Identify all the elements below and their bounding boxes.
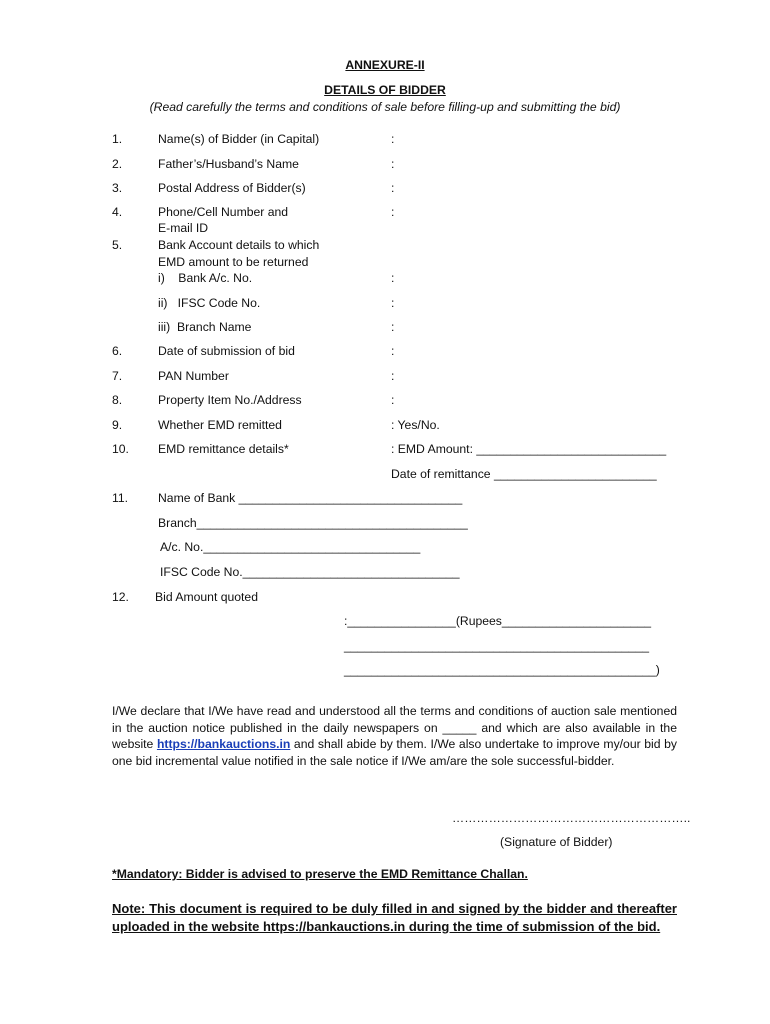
declaration-paragraph [112, 703, 677, 769]
father-husband-name-label: Father’s/Husband’s Name [158, 157, 299, 171]
bidder-name-field: : [391, 132, 395, 146]
bank-ac-no-field: : [391, 271, 395, 285]
bank-name-field: Name of Bank _________________________________ [158, 491, 463, 505]
submission-date-label: Date of submission of bid [158, 344, 295, 358]
item-number: 8. [112, 393, 123, 407]
website-link[interactable]: https://bankauctions.in [156, 737, 291, 752]
branch-field: Branch________________________________________ [158, 516, 468, 530]
bank-ac-no-label: i) Bank A/c. No. [158, 271, 253, 285]
item-number: 12. [112, 590, 129, 604]
postal-address-field: : [391, 181, 395, 195]
phone-email-field: : [391, 205, 395, 219]
property-item-label: Property Item No./Address [158, 393, 302, 407]
emd-remittance-label: EMD remittance details* [158, 442, 289, 456]
item-number: 4. [112, 205, 123, 219]
item-number: 11. [112, 491, 129, 505]
document-subtitle: (Read carefully the terms and conditions of sale before filling-up and submitting the bid) [149, 100, 621, 114]
bid-amount-words-line: ______________________________________________) [344, 663, 660, 677]
emd-remitted-label: Whether EMD remitted [158, 418, 282, 432]
bidder-name-label: Name(s) of Bidder (in Capital) [158, 132, 320, 146]
item-number: 10. [112, 442, 129, 456]
branch-name-field: : [391, 320, 395, 334]
emd-return-label: EMD amount to be returned [158, 255, 309, 269]
pan-number-field: : [391, 369, 395, 383]
declaration-text: and shall abide by them. I/We also undertake to improve my/our bid by one bid incremental value notified in the sale notice if I/We am/are the sole successful-bidder. [112, 737, 677, 768]
item-number: 6. [112, 344, 123, 358]
account-number-field: A/c. No.________________________________ [160, 540, 421, 554]
item-number: 9. [112, 418, 123, 432]
emd-remitted-value: : Yes/No. [391, 418, 440, 432]
father-husband-name-field: : [391, 157, 395, 171]
document-title: DETAILS OF BIDDER [324, 83, 446, 97]
remittance-date-field: Date of remittance ________________________ [391, 467, 657, 481]
bid-amount-label: Bid Amount quoted [155, 590, 258, 604]
annexure-heading: ANNEXURE-II [345, 58, 425, 72]
emd-amount-field: : EMD Amount: ____________________________ [391, 442, 667, 456]
submission-note: Note: This document is required to be duly filled in and signed by the bidder and thereafter uploaded in the website https://bankauctions.in during the time of submission of the bid. [112, 901, 677, 934]
phone-label: Phone/Cell Number and [158, 205, 289, 219]
property-item-field: : [391, 393, 395, 407]
submission-date-field: : [391, 344, 395, 358]
email-label: E-mail ID [158, 221, 209, 235]
bank-account-label: Bank Account details to which [158, 238, 320, 252]
item-number: 7. [112, 369, 123, 383]
mandatory-notice: *Mandatory: Bidder is advised to preserve the EMD Remittance Challan. [112, 867, 528, 881]
item-number: 5. [112, 238, 123, 252]
ifsc-code-no-field: IFSC Code No.________________________________ [160, 565, 460, 579]
signature-label: (Signature of Bidder) [500, 835, 613, 849]
declaration-text: I/We declare that I/We have read and understood all the terms and conditions of auction sale mentioned in the auction notice published in the daily newspapers on _____ and which are also available in the website [112, 704, 677, 752]
ifsc-code-label: ii) IFSC Code No. [158, 296, 261, 310]
pan-number-label: PAN Number [158, 369, 229, 383]
bid-amount-words-line: _____________________________________________ [344, 639, 650, 653]
item-number: 2. [112, 157, 123, 171]
item-number: 3. [112, 181, 123, 195]
ifsc-code-field: : [391, 296, 395, 310]
postal-address-label: Postal Address of Bidder(s) [158, 181, 306, 195]
bid-amount-field: :________________(Rupees______________________ [344, 614, 652, 628]
branch-name-label: iii) Branch Name [158, 320, 252, 334]
item-number: 1. [112, 132, 123, 146]
signature-line: ………………………………………………….. [452, 811, 691, 825]
